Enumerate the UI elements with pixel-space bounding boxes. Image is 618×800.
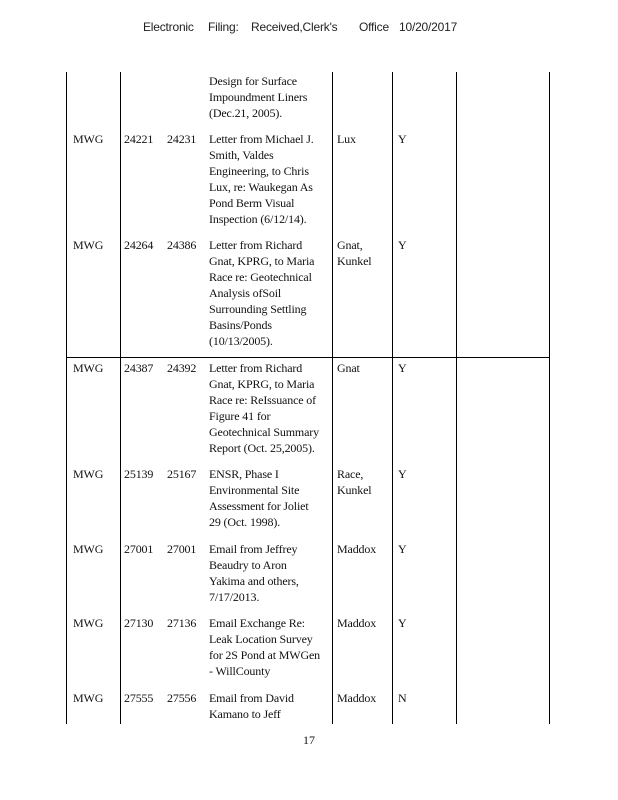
- description-line: Surrounding Settling: [209, 302, 307, 316]
- description-line: Email Exchange Re:: [209, 616, 305, 630]
- row-flag: Y: [398, 467, 407, 481]
- row-bates-end: 24386: [167, 238, 197, 252]
- row-description: [209, 466, 335, 530]
- description-line: 7/17/2013.: [209, 590, 260, 604]
- description-line: Analysis ofSoil: [209, 286, 282, 300]
- description-line: Race re: Geotechnical: [209, 270, 312, 284]
- row-witness: Gnat: [337, 361, 360, 375]
- row-bates-end: 24392: [167, 361, 197, 375]
- description-line: Geotechnical Summary: [209, 425, 319, 439]
- row-bates-begin: 25139: [124, 467, 154, 481]
- row-witness: Race, Kunkel: [337, 467, 372, 497]
- row-description: [209, 131, 335, 227]
- table-border-right: [549, 72, 550, 724]
- description-line: Race re: ReIssuance of: [209, 393, 316, 407]
- description-line: Letter from Michael J.: [209, 132, 314, 146]
- row-flag: Y: [398, 132, 407, 146]
- description-line: (Dec.21, 2005).: [209, 106, 283, 120]
- row-bates-begin: 27001: [124, 542, 154, 556]
- row-description: [209, 690, 335, 722]
- row-description: [209, 615, 335, 679]
- header-word-filing: Filing:: [208, 20, 239, 34]
- description-line: Figure 41 for: [209, 409, 271, 423]
- description-line: Beaudry to Aron: [209, 558, 287, 572]
- description-line: Yakima and others,: [209, 574, 299, 588]
- row-party: MWG: [73, 691, 104, 705]
- row-description: [209, 73, 335, 121]
- row-party: MWG: [73, 238, 104, 252]
- table-divider-flag: [392, 72, 393, 724]
- description-line: Kamano to Jeff: [209, 707, 281, 721]
- row-description: [209, 360, 335, 456]
- description-line: Letter from Richard: [209, 238, 303, 252]
- header-filing-date: 10/20/2017: [399, 20, 458, 34]
- description-line: Assessment for Joliet: [209, 499, 309, 513]
- description-line: Inspection (6/12/14).: [209, 212, 307, 226]
- row-bates-end: 27136: [167, 616, 197, 630]
- row-bates-begin: 24221: [124, 132, 154, 146]
- description-line: Email from David: [209, 691, 294, 705]
- description-line: Email from Jeffrey: [209, 542, 298, 556]
- description-line: Pond Berm Visual: [209, 196, 295, 210]
- description-line: Basins/Ponds: [209, 318, 272, 332]
- header-word-office: Office: [359, 20, 389, 34]
- row-flag: N: [398, 691, 407, 705]
- row-flag: Y: [398, 361, 407, 375]
- header-word-electronic: Electronic: [143, 20, 194, 34]
- row-party: MWG: [73, 467, 104, 481]
- description-line: Smith, Valdes: [209, 148, 274, 162]
- row-bates-end: 25167: [167, 467, 197, 481]
- row-bates-end: 27556: [167, 691, 197, 705]
- row-witness: Lux: [337, 132, 356, 146]
- row-party: MWG: [73, 361, 104, 375]
- row-bates-end: 24231: [167, 132, 197, 146]
- description-line: Report (Oct. 25,2005).: [209, 441, 315, 455]
- row-party: MWG: [73, 616, 104, 630]
- row-witness: Gnat, Kunkel: [337, 238, 372, 268]
- row-description: [209, 237, 335, 349]
- description-line: Impoundment Liners: [209, 90, 308, 104]
- row-bates-begin: 27555: [124, 691, 154, 705]
- page-number: 17: [303, 733, 315, 747]
- description-line: Letter from Richard: [209, 361, 303, 375]
- description-line: - WillCounty: [209, 664, 271, 678]
- table-divider-bates: [120, 72, 121, 724]
- description-line: Gnat, KPRG, to Maria: [209, 377, 315, 391]
- description-line: Design for Surface: [209, 74, 297, 88]
- table-row-separator: [66, 357, 550, 358]
- row-flag: Y: [398, 542, 407, 556]
- description-line: ENSR, Phase I: [209, 467, 279, 481]
- description-line: Environmental Site: [209, 483, 300, 497]
- row-party: MWG: [73, 542, 104, 556]
- row-flag: Y: [398, 616, 407, 630]
- row-bates-begin: 24387: [124, 361, 154, 375]
- description-line: Gnat, KPRG, to Maria: [209, 254, 315, 268]
- description-line: 29 (Oct. 1998).: [209, 515, 281, 529]
- row-witness: Maddox: [337, 691, 377, 705]
- header-word-received-clerks: Received,Clerk's: [251, 20, 338, 34]
- row-bates-end: 27001: [167, 542, 197, 556]
- description-line: Lux, re: Waukegan As: [209, 180, 313, 194]
- description-line: for 2S Pond at MWGen: [209, 648, 320, 662]
- description-line: Engineering, to Chris: [209, 164, 309, 178]
- description-line: Leak Location Survey: [209, 632, 313, 646]
- row-description: [209, 541, 335, 605]
- row-witness: Maddox: [337, 542, 377, 556]
- row-witness: Maddox: [337, 616, 377, 630]
- row-party: MWG: [73, 132, 104, 146]
- table-border-left: [66, 72, 67, 724]
- row-bates-begin: 24264: [124, 238, 154, 252]
- description-line: (10/13/2005).: [209, 334, 273, 348]
- row-flag: Y: [398, 238, 407, 252]
- table-divider-notes: [456, 72, 457, 724]
- row-bates-begin: 27130: [124, 616, 154, 630]
